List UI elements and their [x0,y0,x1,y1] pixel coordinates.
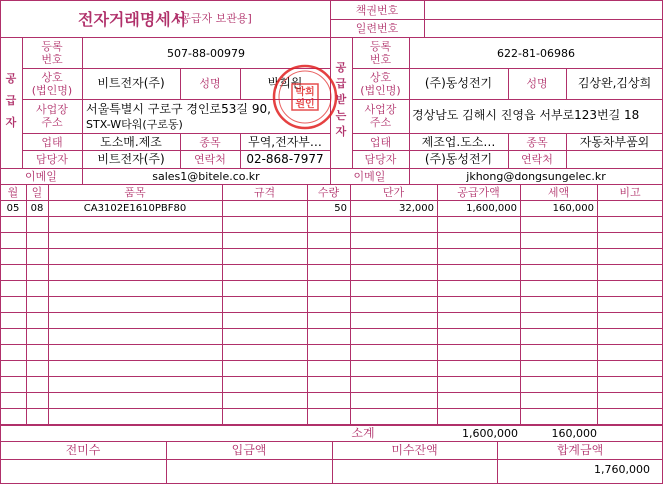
document-subtitle: [공급자 보관용] [176,12,252,25]
table-col-line [307,184,308,425]
table-row-line [0,360,663,361]
receiver-address-label: 사업장 주소 [364,103,397,129]
table-row-line [0,344,663,345]
table-header: 규격 [253,186,276,199]
table-row-line [0,312,663,313]
supplier-biz-item: 무역,전자부… [248,136,322,149]
supplier-email[interactable]: sales1@bitele.co.kr [152,170,260,183]
supplier-reg-no: 507-88-00979 [167,47,245,60]
receiver-biz-type-label: 업태 [369,136,392,149]
table-col-line [48,184,49,425]
supplier-address-label: 사업장 주소 [36,103,68,129]
table-row-line [0,392,663,393]
table-col-line [26,184,27,425]
table-header: 품목 [124,186,146,199]
table-row-line [0,264,663,265]
table-cell: 08 [30,203,44,214]
document-title: 전자거래명세서 [78,10,187,29]
receiver-contact-label: 연락처 [521,153,553,166]
supplier-name: 비트전자(주) [97,77,165,90]
table-header: 월 [7,186,19,199]
supplier-email-label: 이메일 [25,170,57,183]
table-col-line [520,184,521,425]
balance-label: 미수잔액 [391,444,438,457]
table-header: 세액 [547,186,570,199]
supplier-biz-item-label: 종목 [199,136,221,149]
supplier-manager: 비트전자(주) [97,153,165,166]
receiver-address: 경상남도 김해시 진영읍 서부로123번길 18 [412,109,640,122]
table-header: 일 [31,186,43,199]
table-header: 공급가액 [457,186,500,199]
table-cell: 32,000 [399,203,434,214]
table-col-line [437,184,438,425]
table-cell: 160,000 [552,203,594,214]
book-no-label: 책권번호 [355,4,399,17]
receiver-biz-item-label: 종목 [526,136,548,149]
receiver-ceo: 김상완,김상희 [577,77,652,90]
table-col-line [222,184,223,425]
supplier-address-line2: STX-W타워(구로동) [86,118,183,131]
total-label: 합계금액 [556,444,604,457]
receiver-name-label: 상호 (법인명) [360,71,401,97]
supplier-ceo-label: 성명 [199,77,221,90]
table-cell: 05 [6,203,20,214]
receiver-side-label: 공 급 받 는 자 [335,61,347,138]
supplier-biz-type-label: 업태 [41,136,63,149]
receiver-biz-type: 제조업.도소… [421,136,496,149]
table-col-line [350,184,351,425]
receiver-manager: (주)동성전기 [424,153,493,166]
table-cell: CA3102E1610PBF80 [83,203,187,214]
table-header: 수량 [317,186,340,199]
seal-stamp-icon [270,62,340,132]
table-cell: 50 [334,203,347,214]
table-row-line [0,280,663,281]
unpaid-label: 전미수 [65,444,101,457]
svg-text:박희: 박희 [295,87,315,98]
table-row-line [0,408,663,409]
subtotal-tax: 160,000 [551,427,597,440]
subtotal-supply: 1,600,000 [462,427,518,440]
receiver-ceo-label: 성명 [526,77,548,90]
table-row-line [0,200,663,201]
supplier-reg-no-label: 등록 번호 [41,40,63,66]
table-row-line [0,232,663,233]
table-row-line [0,216,663,217]
supplier-address-line1: 서울특별시 구로구 경인로53길 90, [86,103,271,116]
table-col-line [597,184,598,425]
table-row-line [0,328,663,329]
serial-no-label: 일련번호 [355,22,399,35]
receiver-name: (주)동성전기 [424,77,493,90]
receiver-email[interactable]: jkhong@dongsungelec.kr [466,170,606,183]
table-row-line [0,248,663,249]
total-value: 1,760,000 [594,463,650,476]
supplier-side-label: 공 급 자 [5,72,17,129]
supplier-biz-type: 도소매.제조 [100,136,162,149]
receiver-reg-no-label: 등록 번호 [369,40,392,66]
supplier-contact-label: 연락처 [194,153,226,166]
table-header: 비고 [619,186,641,199]
receiver-email-label: 이메일 [353,170,386,183]
table-row-line [0,376,663,377]
svg-text:원인: 원인 [295,99,315,110]
supplier-ceo: 박희원 [267,77,303,90]
subtotal-label: 소계 [351,427,375,440]
table-cell: 1,600,000 [466,203,517,214]
supplier-name-label: 상호 (법인명) [31,71,73,97]
paid-label: 입금액 [231,444,267,457]
receiver-manager-label: 담당자 [364,153,397,166]
receiver-reg-no: 622-81-06986 [497,47,575,60]
supplier-manager-label: 담당자 [36,153,68,166]
table-header: 단가 [382,186,405,199]
supplier-contact: 02-868-7977 [246,153,324,166]
receiver-biz-item: 자동차부품외 [579,136,650,149]
table-row-line [0,296,663,297]
